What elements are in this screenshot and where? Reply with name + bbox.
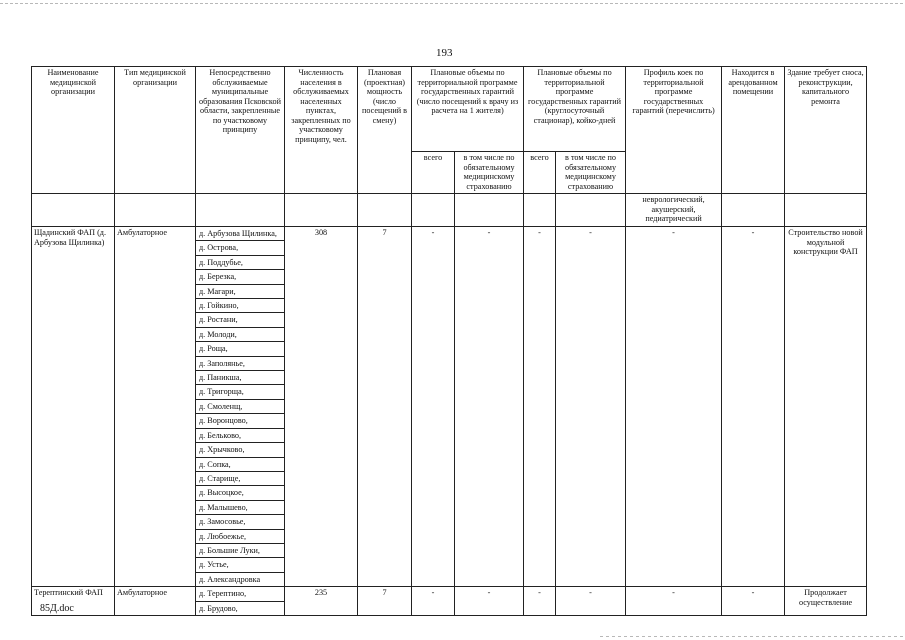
- file-name-footer: 85Д.doc: [40, 603, 74, 614]
- settlement-item: д. Замосовье,: [196, 515, 284, 529]
- population-cell: 308: [285, 227, 358, 587]
- settlement-item: д. Молоди,: [196, 328, 284, 342]
- settlement-item: д. Хрычково,: [196, 443, 284, 457]
- settlement-item: д. Роща,: [196, 342, 284, 356]
- settlement-item: д. Высоцкое,: [196, 486, 284, 500]
- capacity-cell: 7: [358, 587, 412, 616]
- settlement-item: д. Заполянье,: [196, 357, 284, 371]
- org-name-cell: Терептинский ФАП: [32, 587, 115, 616]
- header-municipalities: Непосредственно обслуживаемые муниципальные образования Псковской области, закрепленные по участковому принципу: [196, 67, 285, 194]
- settlement-item: д. Гойкино,: [196, 299, 284, 313]
- ip-total-cell: -: [524, 227, 556, 587]
- header-capacity: Плановая (проектная) мощность (число посещений в смену): [358, 67, 412, 194]
- carry-over-bed-profile: неврологический, акушерский, педиатрический: [626, 194, 722, 227]
- rented-cell: -: [722, 587, 785, 616]
- page-number: 193: [436, 47, 453, 59]
- ip-oms-cell: -: [556, 587, 626, 616]
- settlement-item: д. Терептино,: [196, 587, 284, 601]
- header-org-name: Наименование медицинской организации: [32, 67, 115, 194]
- header-outpatient-volume: Плановые объемы по территориальной программе государственных гарантий (число посещений к врачу из расчета на 1 жителя): [412, 67, 524, 152]
- settlement-item: д. Арбузова Щилинка,: [196, 227, 284, 241]
- settlement-item: д. Тригорща,: [196, 385, 284, 399]
- header-rented: Находится в арендованном помещении: [722, 67, 785, 194]
- op-oms-cell: -: [455, 587, 524, 616]
- settlement-item: д. Любоежье,: [196, 530, 284, 544]
- settlement-item: д. Магари,: [196, 285, 284, 299]
- table-row: [32, 587, 867, 616]
- settlement-item: д. Паникша,: [196, 371, 284, 385]
- ip-oms-cell: -: [556, 227, 626, 587]
- subheader-op-oms: в том числе по обязательному медицинскому страхованию: [455, 152, 524, 194]
- settlement-item: д. Брудово,: [199, 603, 238, 613]
- building-cell: Строительство новой модульной конструкции ФАП: [785, 227, 867, 587]
- header-inpatient-volume: Плановые объемы по территориальной программе государственных гарантий (круглосуточный стационар), койко-дней: [524, 67, 626, 152]
- scan-top-edge: [0, 3, 905, 4]
- settlement-item: д. Поддубье,: [196, 256, 284, 270]
- bed-profile-cell: -: [626, 587, 722, 616]
- population-cell: 235: [285, 587, 358, 616]
- header-org-type: Тип медицинской организации: [115, 67, 196, 194]
- facilities-table: [31, 66, 867, 616]
- settlements-cell: [196, 227, 285, 587]
- settlement-item: д. Александровка: [199, 574, 261, 584]
- settlement-item: д. Устье,: [196, 558, 284, 572]
- ip-total-cell: -: [524, 587, 556, 616]
- subheader-op-total: всего: [412, 152, 455, 194]
- table-row: [32, 227, 867, 587]
- org-type-cell: Амбулаторное: [115, 227, 196, 587]
- header-population: Численность населения в обслуживаемых населенных пунктах, закрепленных по участковому принципу, чел.: [285, 67, 358, 194]
- op-total-cell: -: [412, 227, 455, 587]
- header-bed-profile: Профиль коек по территориальной программе государственных гарантий (перечислить): [626, 67, 722, 194]
- capacity-cell: 7: [358, 227, 412, 587]
- settlement-item: д. Березка,: [196, 270, 284, 284]
- settlement-item: д. Старище,: [196, 472, 284, 486]
- org-name-cell: Щадинский ФАП (д. Арбузова Щилинка): [32, 227, 115, 587]
- settlement-item: д. Ростани,: [196, 313, 284, 327]
- carry-over-row: [32, 194, 867, 227]
- building-cell: Продолжает осуществление: [785, 587, 867, 616]
- settlement-item: д. Воронцово,: [196, 414, 284, 428]
- op-oms-cell: -: [455, 227, 524, 587]
- rented-cell: -: [722, 227, 785, 587]
- settlement-item: д. Бельково,: [196, 429, 284, 443]
- header-row: [32, 67, 867, 152]
- header-building: Здание требует сноса, реконструкции, капитального ремонта: [785, 67, 867, 194]
- org-type-cell: Амбулаторное: [115, 587, 196, 616]
- settlement-item: д. Острова,: [196, 241, 284, 255]
- op-total-cell: -: [412, 587, 455, 616]
- scan-bottom-edge: [600, 636, 905, 637]
- settlement-item: д. Сопка,: [196, 458, 284, 472]
- subheader-ip-oms: в том числе по обязательному медицинскому страхованию: [556, 152, 626, 194]
- bed-profile-cell: -: [626, 227, 722, 587]
- settlement-item: д. Большие Луки,: [196, 544, 284, 558]
- settlement-item: д. Малышево,: [196, 501, 284, 515]
- settlement-item: д. Смоленщ,: [196, 400, 284, 414]
- subheader-ip-total: всего: [524, 152, 556, 194]
- settlements-cell: [196, 587, 285, 616]
